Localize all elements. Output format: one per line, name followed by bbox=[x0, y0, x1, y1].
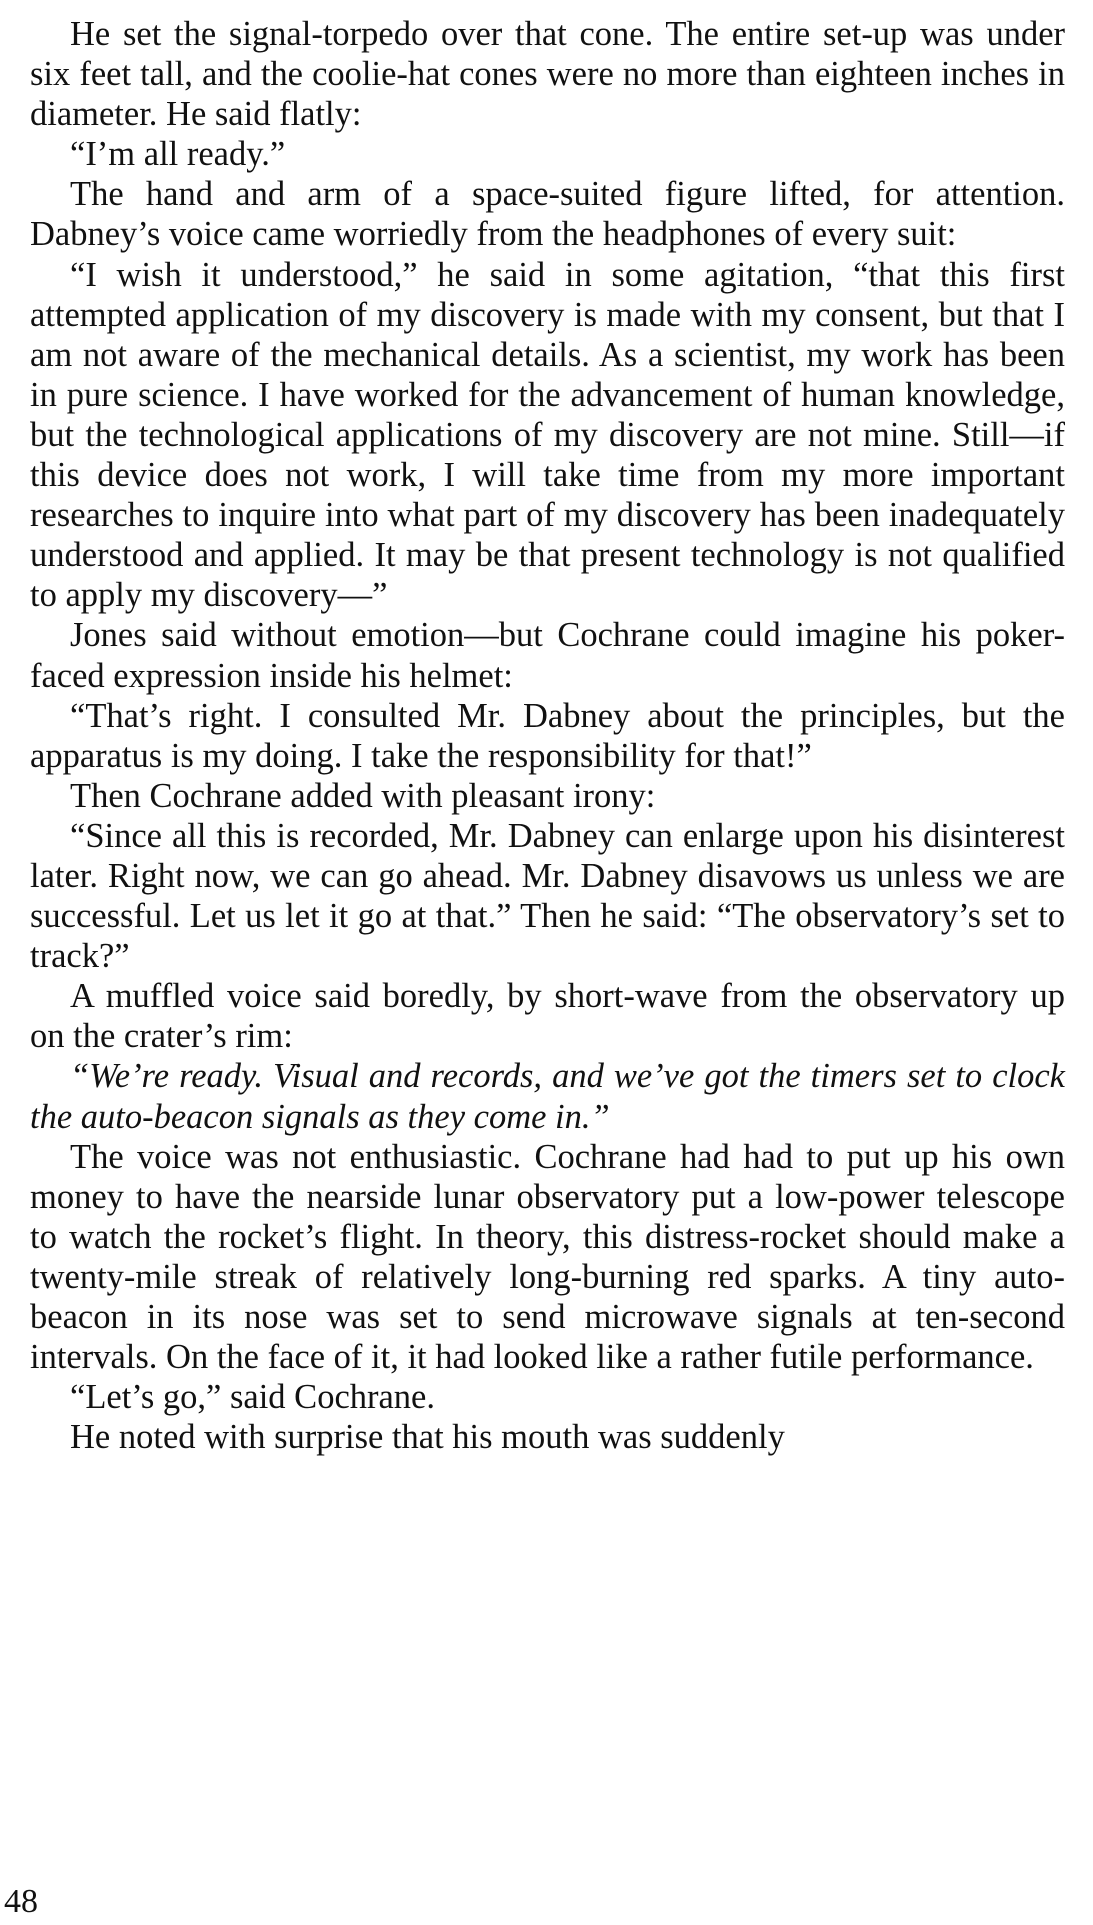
book-page-text bbox=[30, 14, 1065, 1457]
paragraph: Then Cochrane added with pleasant irony: bbox=[70, 776, 656, 815]
paragraph: The hand and arm of a space-suited figure lifted, for attention. Dabney’s voice came worriedly from the headphones of every suit: bbox=[30, 175, 1065, 254]
paragraph-italic-transmission: “We’re ready. Visual and records, and we’ve got the timers set to clock the auto-beacon signals as they come in.” bbox=[30, 1057, 1065, 1136]
paragraph: He set the signal-torpedo over that cone. The entire set-up was under six feet tall, and the coolie-hat cones were no more than eighteen inches in diameter. He said flatly: bbox=[30, 15, 1065, 134]
paragraph: He noted with surprise that his mouth was suddenly bbox=[70, 1418, 785, 1457]
paragraph: “That’s right. I consulted Mr. Dabney about the principles, but the apparatus is my doing. I take the responsibility for that!” bbox=[30, 696, 1065, 775]
paragraph: The voice was not enthusiastic. Cochrane had had to put up his own money to have the nearside lunar observatory put a low-power telescope to watch the rocket’s flight. In theory, this distress-rocket should make a twenty-mile streak of relatively long-burning red sparks. A tiny auto-beacon in its nose was set to send microwave signals at ten-second intervals. On the face of it, it had looked like a rather futile performance. bbox=[30, 1137, 1065, 1377]
paragraph: “Let’s go,” said Cochrane. bbox=[70, 1378, 435, 1417]
paragraph: “Since all this is recorded, Mr. Dabney can enlarge upon his disinterest later. Right now, we can go ahead. Mr. Dabney disavows us unless we are successful. Let us let it go at that.” Then he said: “The observatory’s set to track?” bbox=[30, 816, 1065, 976]
paragraph: A muffled voice said boredly, by short-wave from the observatory up on the crater’s rim: bbox=[30, 977, 1065, 1056]
paragraph: “I wish it understood,” he said in some agitation, “that this first attempted application of my discovery is made with my consent, but that I am not aware of the mechanical details. As a scientist, my work has been in pure science. I have worked for the advancement of human knowledge, but the technological applications of my discovery are not mine. Still—if this device does not work, I will take time from my more important researches to inquire into what part of my discovery has been inadequately understood and applied. It may be that present technology is not qualified to apply my discovery—” bbox=[30, 255, 1065, 615]
paragraph: Jones said without emotion—but Cochrane could imagine his poker-faced expression inside his helmet: bbox=[30, 616, 1065, 695]
page-number: 48 bbox=[4, 1883, 38, 1920]
paragraph: “I’m all ready.” bbox=[70, 135, 286, 174]
